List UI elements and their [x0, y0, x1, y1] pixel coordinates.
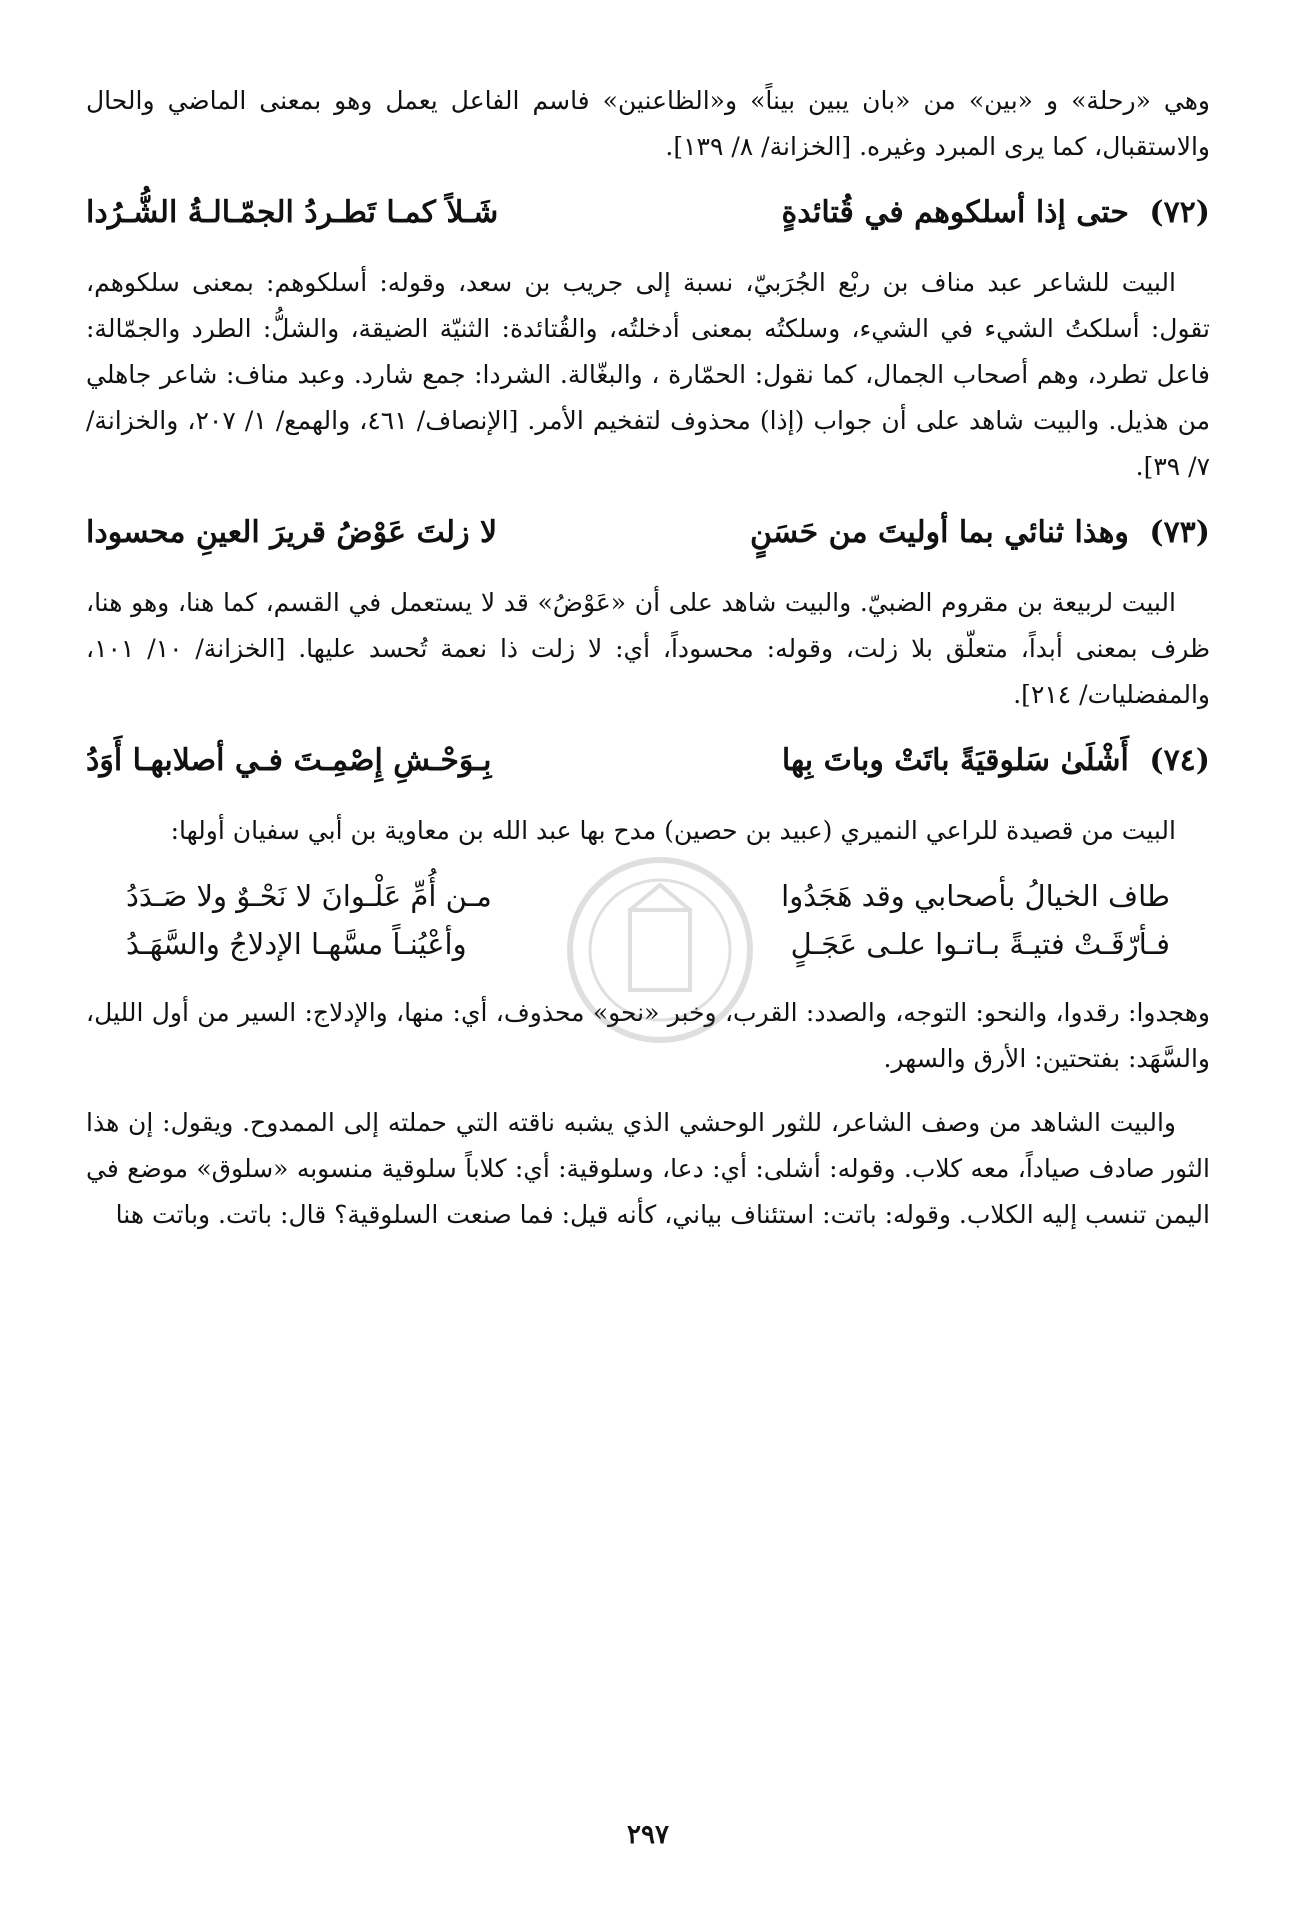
paragraph-verse-74-commentary: والبيت الشاهد من وصف الشاعر، للثور الوحشي الذي يشبه ناقته التي حملته إلى الممدوح. ويقول: إن هذا الثور صادف صياداً، معه كلاب. وقوله: أشلى: أي: دعا، وسلوقية: أي: كلاباً سلوقية منسوبه «سلوق» موضع في اليمن تنسب إليه الكلاب. وقوله: باتت: استئناف بياني، كأنه قيل: فما صنعت السلوقية؟ قال: باتت. وباتت هنا [86, 1108, 1210, 1229]
paragraph-poem-glossary: وهجدوا: رقدوا، والنحو: التوجه، والصدد: القرب، وخبر «نحو» محذوف، أي: منها، والإدلاج: السير من أول الليل، والسَّهَد: بفتحتين: الأرق والسهر. [86, 998, 1210, 1073]
verse-74-first-text: أَشْلَىٰ سَلوقيَةً باتَتْ وباتَ بِها [781, 743, 1129, 778]
verse-72-first-text: حتى إذا أسلكوهم في قُتائدةٍ [781, 195, 1129, 230]
poem-line-1 [126, 872, 1170, 920]
verse-72-number: (٧٢) [1149, 195, 1210, 230]
verse-73-first-hemistich [750, 508, 1210, 558]
verse-72-first-hemistich [782, 188, 1210, 238]
poem-line-2-second: وأعْيُنـاً مسَّهـا الإدلاجُ والسَّهَـدُ [126, 927, 467, 961]
verse-73 [86, 508, 1210, 558]
verse-74-first-hemistich [782, 736, 1210, 786]
verse-74 [86, 736, 1210, 786]
poem-line-1-second: مـن أُمِّ عَلْـوانَ لا نَحْـوٌ ولا صَـدَدُ [126, 879, 492, 913]
verse-74-number: (٧٤) [1149, 743, 1210, 778]
paragraph-verse-74-source: البيت من قصيدة للراعي النميري (عبيد بن حصين) مدح بها عبد الله بن معاوية بن أبي سفيان أولها: [170, 816, 1176, 845]
paragraph-verse-73-commentary: البيت لربيعة بن مقروم الضبيّ. والبيت شاهد على أن «عَوْضُ» قد لا يستعمل في القسم، كما هنا، وهو هنا، ظرف بمعنى أبداً، متعلّق بلا زلت، وقوله: محسوداً، أي: لا زلت ذا نعمة تُحسد عليها. [الخزانة/ ١٠/ ١٠١، والمفضليات/ ٢١٤]. [86, 588, 1210, 709]
verse-74-second-hemistich: بِـوَحْـشِ إِصْمِـتَ فـي أصلابهـا أَوَدُ [86, 743, 492, 778]
paragraph-verse-72-commentary: البيت للشاعر عبد مناف بن ربْع الجُرَبيّ، نسبة إلى جريب بن سعد، وقوله: أسلكوهم: بمعنى سلكوهم، تقول: أسلكتُ الشيء في الشيء، وسلكتُه بمعنى أدخلتُه، والقُتائدة: الثنيّة الضيقة، والشلُّ: الطرد والجمّالة: فاعل تطرد، وهم أصحاب الجمال، كما نقول: الحمّارة ، والبغّالة. الشردا: جمع شارد. وعبد مناف: شاعر جاهلي من هذيل. والبيت شاهد على أن جواب (إذا) محذوف لتفخيم الأمر. [الإنصاف/ ٤٦١، والهمع/ ١/ ٢٠٧، والخزانة/ ٧/ ٣٩]. [86, 268, 1210, 481]
poem-line-2-first: فـأرّقَـتْ فتيـةً بـاتـوا علـى عَجَـلٍ [790, 927, 1170, 961]
poem-line-1-first: طاف الخيالُ بأصحابي وقد هَجَدُوا [781, 879, 1170, 913]
poem-line-2 [126, 920, 1170, 968]
verse-72 [86, 188, 1210, 238]
verse-73-second-hemistich: لا زلتَ عَوْضُ قريرَ العينِ محسودا [86, 515, 498, 550]
page-number: ٢٩٧ [627, 1820, 669, 1850]
poem-opening [126, 872, 1170, 968]
verse-72-second-hemistich: شَـلاً كمـا تَطـردُ الجمّـالـةُ الشُّـرُدا [86, 195, 499, 230]
verse-73-first-text: وهذا ثنائي بما أوليتَ من حَسَنٍ [750, 515, 1129, 550]
verse-73-number: (٧٣) [1149, 515, 1210, 550]
paragraph-intro: وهي «رحلة» و «بين» من «بان يبين بيناً» و«الظاعنين» فاسم الفاعل يعمل وهو بمعنى الماضي والحال والاستقبال، كما يرى المبرد وغيره. [الخزانة/ ٨/ ١٣٩]. [86, 86, 1210, 161]
